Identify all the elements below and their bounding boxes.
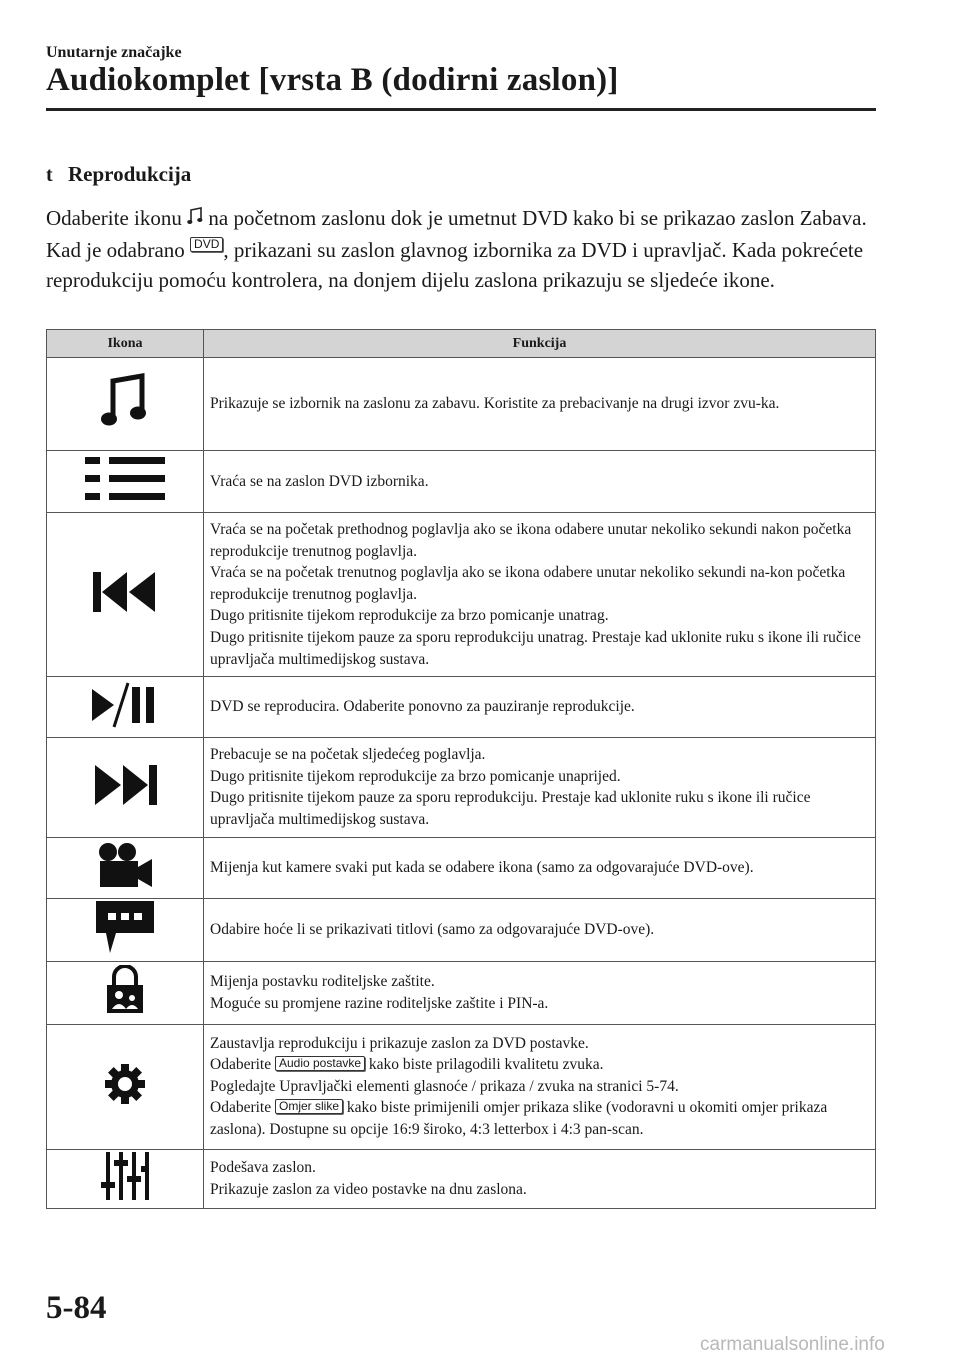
section-label: Unutarnje značajke: [46, 44, 182, 61]
subheading: [46, 162, 191, 187]
row-description: Odabire hoće li se prikazivati titlovi (samo za odgovarajuće DVD-ove).: [204, 898, 876, 961]
row-description: DVD se reproducira. Odaberite ponovno za pauziranje reprodukcije.: [204, 677, 876, 738]
intro-text-2: na početnom zaslonu dok je umetnut DVD kako bi se prikazao zaslon Zabava. Kad je odabrano: [46, 206, 867, 262]
music-note-icon[interactable]: [47, 358, 204, 451]
row-description: Mijenja kut kamere svaki put kada se odabere ikona (samo za odgovarajuće DVD-ove).: [204, 837, 876, 898]
row-description: Vraća se na početak prethodnog poglavlja ako se ikona odabere unutar nekoliko sekundi nakon početka reprodukcije trenutnog poglavlja. Vraća se na početak trenutnog poglavlja ako se ikona odabere unutar nekoliko sekundi na-kon početka reprodukcije trenutnog poglavlja. Dugo pritisnite tijekom reprodukcije za brzo pomicanje unatrag. Dugo pritisnite tijekom pauze za sporu reprodukciju unatrag. Prestaje kad uklonite ruku s ikone ili ručice upravljača multimedijskog sustava.: [204, 513, 876, 677]
title-divider: [46, 108, 876, 111]
table-row: [47, 1024, 876, 1149]
list-menu-icon[interactable]: [47, 451, 204, 513]
table-row: [47, 738, 876, 837]
row-description: Vraća se na zaslon DVD izbornika.: [204, 451, 876, 513]
table-row: [47, 358, 876, 451]
row-description: Podešava zaslon. Prikazuje zaslon za video postavke na dnu zaslona.: [204, 1149, 876, 1208]
dvd-button[interactable]: DVD: [190, 237, 223, 252]
intro-text-3: , prikazani su zaslon glavnog izbornika za DVD i upravljač. Kada pokrećete reprodukciju pomoću kontrolera, na donjem dijelu zaslona prikazuju se sljedeće ikone.: [46, 238, 864, 292]
settings-gear-icon[interactable]: [47, 1024, 204, 1149]
table-row: [47, 1149, 876, 1208]
table-header-row: [47, 330, 876, 358]
video-camera-icon[interactable]: [47, 837, 204, 898]
intro-text-1: Odaberite ikonu: [46, 206, 188, 230]
page-number: 5-84: [46, 1290, 107, 1326]
skip-previous-icon[interactable]: [47, 513, 204, 677]
row-description: Zaustavlja reprodukciju i prikazuje zaslon za DVD postavke. Odaberite Audio postavke kako biste prilagodili kvalitetu zvuka. Pogledajte Upravljački elementi glasnoće / prikaza / zvuka na stranici 5-74. Odaberite Omjer slike kako biste primijenili omjer prikaza slike (vodoravni u okomiti omjer prikaza zaslona). Dostupne su opcije 16:9 široko, 4:3 letterbox i 4:3 pan-scan.: [204, 1024, 876, 1149]
row-description: Prebacuje se na početak sljedećeg poglavlja. Dugo pritisnite tijekom reprodukcije za brzo pomicanje unaprijed. Dugo pritisnite tijekom pauze za sporu reprodukciju. Prestaje kad uklonite ruku s ikone ili ručice upravljača multimedijskog sustava.: [204, 738, 876, 837]
intro-paragraph: [46, 203, 876, 295]
parental-lock-icon[interactable]: [47, 961, 204, 1024]
table-row: [47, 451, 876, 513]
table-row: [47, 837, 876, 898]
table-row: [47, 898, 876, 961]
skip-next-icon[interactable]: [47, 738, 204, 837]
subheading-text: Reprodukcija: [68, 162, 192, 186]
row-description: Mijenja postavku roditeljske zaštite. Moguće su promjene razine roditeljske zaštite i PIN-a.: [204, 961, 876, 1024]
equalizer-sliders-icon[interactable]: [47, 1149, 204, 1208]
aspect-ratio-button[interactable]: Omjer slike: [275, 1099, 343, 1114]
music-note-inline-icon: [187, 205, 203, 235]
column-header-icon: Ikona: [47, 330, 204, 358]
table-row: [47, 513, 876, 677]
audio-settings-button[interactable]: Audio postavke: [275, 1056, 365, 1071]
watermark: carmanualsonline.info: [700, 1334, 885, 1355]
row-description: Prikazuje se izbornik na zaslonu za zabavu. Koristite za prebacivanje na drugi izvor zvu-ka.: [204, 358, 876, 451]
page-title: Audiokomplet [vrsta B (dodirni zaslon)]: [46, 62, 619, 98]
table-row: [47, 961, 876, 1024]
column-header-function: Funkcija: [204, 330, 876, 358]
function-table: [46, 329, 876, 1209]
table-row: [47, 677, 876, 738]
subheading-bullet: t: [46, 164, 53, 186]
subtitle-bubble-icon[interactable]: [47, 898, 204, 961]
play-pause-icon[interactable]: [47, 677, 204, 738]
